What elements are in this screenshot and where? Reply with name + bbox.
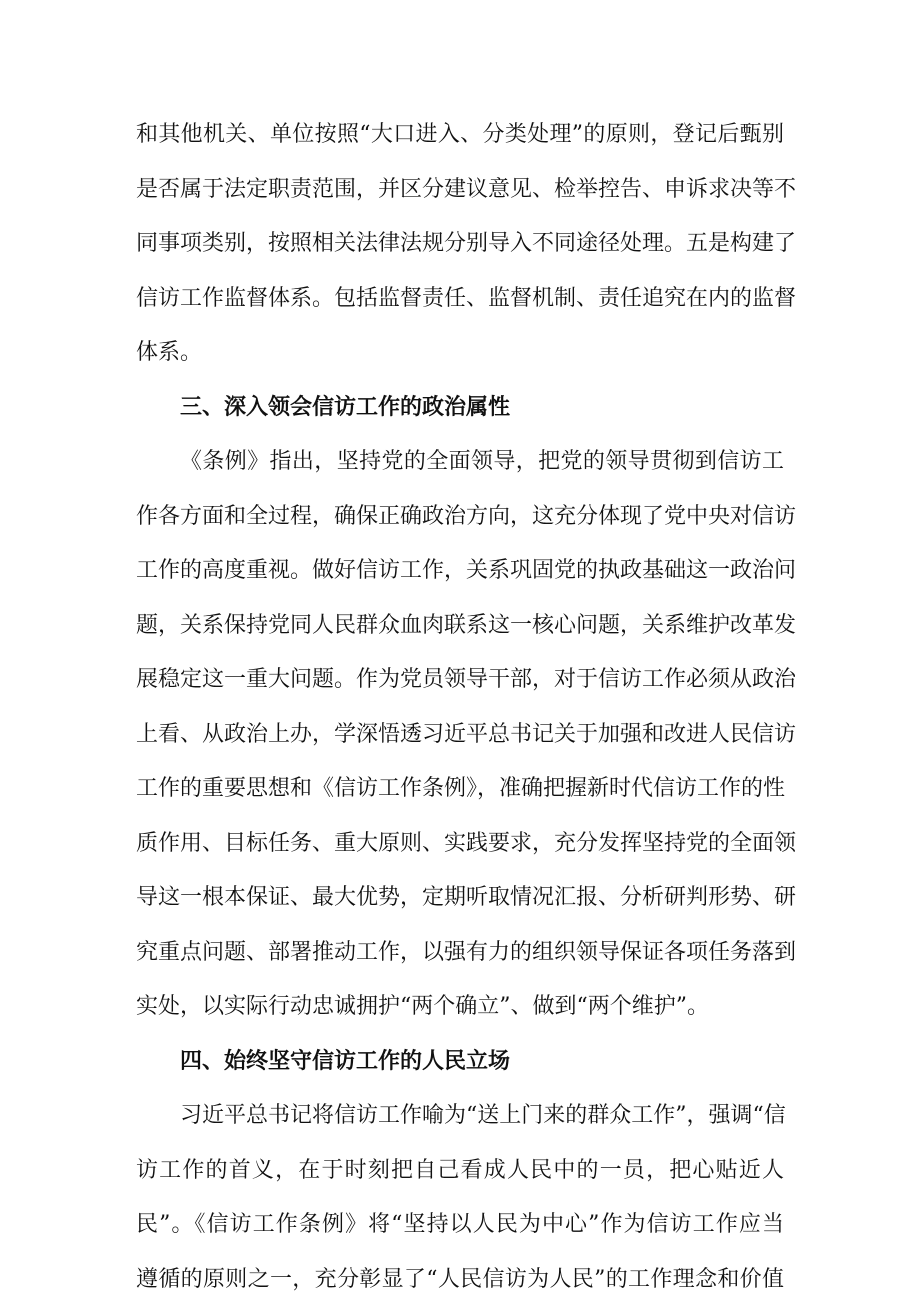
- body-line: 导这一根本保证、最大优势，定期听取情况汇报、分析研判形势、研: [136, 871, 784, 926]
- body-line: 《条例》指出，坚持党的全面领导，把党的领导贯彻到信访工: [136, 435, 784, 490]
- body-line: 作各方面和全过程，确保正确政治方向，这充分体现了党中央对信访: [136, 490, 784, 545]
- body-line: 和其他机关、单位按照“大口进入、分类处理”的原则，登记后甄别: [136, 108, 784, 163]
- body-line: 工作的高度重视。做好信访工作，关系巩固党的执政基础这一政治问: [136, 544, 784, 599]
- body-line: 信访工作监督体系。包括监督责任、监督机制、责任追究在内的监督: [136, 272, 784, 327]
- body-line: 民”。《信访工作条例》将“坚持以人民为中心”作为信访工作应当: [136, 1198, 784, 1253]
- body-line: 究重点问题、部署推动工作，以强有力的组织领导保证各项任务落到: [136, 926, 784, 981]
- body-line: 实处，以实际行动忠诚拥护“两个确立”、做到“两个维护”。: [136, 980, 784, 1035]
- body-line: 展稳定这一重大问题。作为党员领导干部，对于信访工作必须从政治: [136, 653, 784, 708]
- body-line: 质作用、目标任务、重大原则、实践要求，充分发挥坚持党的全面领: [136, 817, 784, 872]
- document-body: [136, 108, 784, 1307]
- body-line: 访工作的首义，在于时刻把自己看成人民中的一员，把心贴近人: [136, 1144, 784, 1199]
- body-line: 是否属于法定职责范围，并区分建议意见、检举控告、申诉求决等不: [136, 163, 784, 218]
- section-heading: 三、深入领会信访工作的政治属性: [136, 381, 784, 436]
- section-heading: 四、始终坚守信访工作的人民立场: [136, 1035, 784, 1090]
- body-line: 题，关系保持党同人民群众血肉联系这一核心问题，关系维护改革发: [136, 599, 784, 654]
- body-line: 上看、从政治上办，学深悟透习近平总书记关于加强和改进人民信访: [136, 708, 784, 763]
- body-line: 体系。: [136, 326, 784, 381]
- body-line: 遵循的原则之一，充分彰显了“人民信访为人民”的工作理念和价值: [136, 1253, 784, 1307]
- body-line: 同事项类别，按照相关法律法规分别导入不同途径处理。五是构建了: [136, 217, 784, 272]
- body-line: 工作的重要思想和《信访工作条例》，准确把握新时代信访工作的性: [136, 762, 784, 817]
- body-line: 习近平总书记将信访工作喻为“送上门来的群众工作”，强调“信: [136, 1089, 784, 1144]
